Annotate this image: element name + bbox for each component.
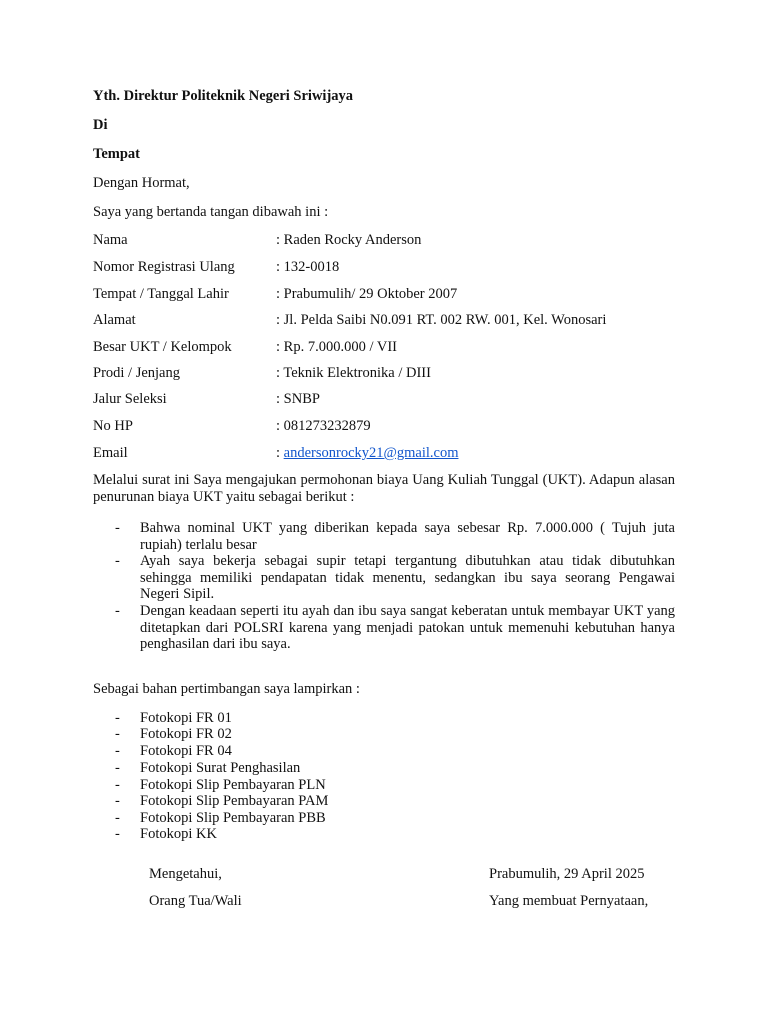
list-item: Fotokopi Slip Pembayaran PAM — [140, 793, 329, 809]
list-item: Fotokopi Slip Pembayaran PBB — [140, 810, 326, 826]
field-label: Nama — [93, 232, 128, 248]
attachments-intro: Sebagai bahan pertimbangan saya lampirkan : — [93, 681, 360, 697]
bullet-dash: - — [115, 603, 120, 619]
signature-left-line2: Orang Tua/Wali — [149, 893, 242, 909]
field-value: : 081273232879 — [276, 418, 371, 434]
email-link[interactable]: andersonrocky21@gmail.com — [283, 445, 459, 461]
bullet-dash: - — [115, 553, 120, 569]
list-item: Ayah saya bekerja sebagai supir tetapi tergantung dibutuhkan atau tidak dibutuhkan sehingga memiliki pendapatan tidak menentu, sedangkan ibu saya seorang Pengawai Negeri Sipil. — [140, 553, 675, 602]
field-value: : Raden Rocky Anderson — [276, 232, 422, 248]
field-label: Prodi / Jenjang — [93, 365, 180, 381]
list-item: Bahwa nominal UKT yang diberikan kepada saya sebesar Rp. 7.000.000 ( Tujuh juta rupiah) terlalu besar — [140, 520, 675, 553]
field-value: : Rp. 7.000.000 / VII — [276, 339, 397, 355]
greeting: Dengan Hormat, — [93, 175, 190, 191]
field-value: : SNBP — [276, 391, 320, 407]
bullet-dash: - — [115, 777, 120, 793]
body-paragraph: Melalui surat ini Saya mengajukan permohonan biaya Uang Kuliah Tunggal (UKT). Adapun alasan penurunan biaya UKT yaitu sebagai berikut : — [93, 472, 675, 505]
field-label: Nomor Registrasi Ulang — [93, 259, 235, 275]
field-label: Besar UKT / Kelompok — [93, 339, 232, 355]
signature-right-line2: Yang membuat Pernyataan, — [489, 893, 649, 909]
list-item: Fotokopi KK — [140, 826, 217, 842]
list-item: Fotokopi Surat Penghasilan — [140, 760, 301, 776]
field-label: No HP — [93, 418, 133, 434]
list-item: Fotokopi FR 02 — [140, 726, 232, 742]
field-value — [276, 445, 458, 462]
tempat-line: Tempat — [93, 146, 140, 162]
field-label: Jalur Seleksi — [93, 391, 167, 407]
field-label: Email — [93, 445, 128, 461]
field-label: Alamat — [93, 312, 136, 328]
bullet-dash: - — [115, 810, 120, 826]
addressee-line: Yth. Direktur Politeknik Negeri Sriwijaya — [93, 88, 354, 104]
field-value: : Jl. Pelda Saibi N0.091 RT. 002 RW. 001, Kel. Wonosari — [276, 312, 607, 328]
signature-date-line: Prabumulih, 29 April 2025 — [489, 866, 645, 882]
list-item: Fotokopi Slip Pembayaran PLN — [140, 777, 326, 793]
email-colon: : — [276, 445, 284, 461]
field-value: : Prabumulih/ 29 Oktober 2007 — [276, 286, 458, 302]
field-value: : 132-0018 — [276, 259, 340, 275]
field-value: : Teknik Elektronika / DIII — [276, 365, 431, 381]
bullet-dash: - — [115, 793, 120, 809]
list-item: Fotokopi FR 04 — [140, 743, 232, 759]
bullet-dash: - — [115, 760, 120, 776]
intro-line: Saya yang bertanda tangan dibawah ini : — [93, 204, 329, 220]
field-label: Tempat / Tanggal Lahir — [93, 286, 229, 302]
list-item: Fotokopi FR 01 — [140, 710, 232, 726]
signature-left-line1: Mengetahui, — [149, 866, 222, 882]
bullet-dash: - — [115, 743, 120, 759]
list-item: Dengan keadaan seperti itu ayah dan ibu saya sangat keberatan untuk membayar UKT yang ditetapkan dari POLSRI karena yang menjadi patokan untuk memenuhi kebutuhan hanya penghasilan dari ibu saya. — [140, 603, 675, 652]
bullet-dash: - — [115, 520, 120, 536]
bullet-dash: - — [115, 826, 120, 842]
di-line: Di — [93, 117, 108, 133]
bullet-dash: - — [115, 726, 120, 742]
bullet-dash: - — [115, 710, 120, 726]
